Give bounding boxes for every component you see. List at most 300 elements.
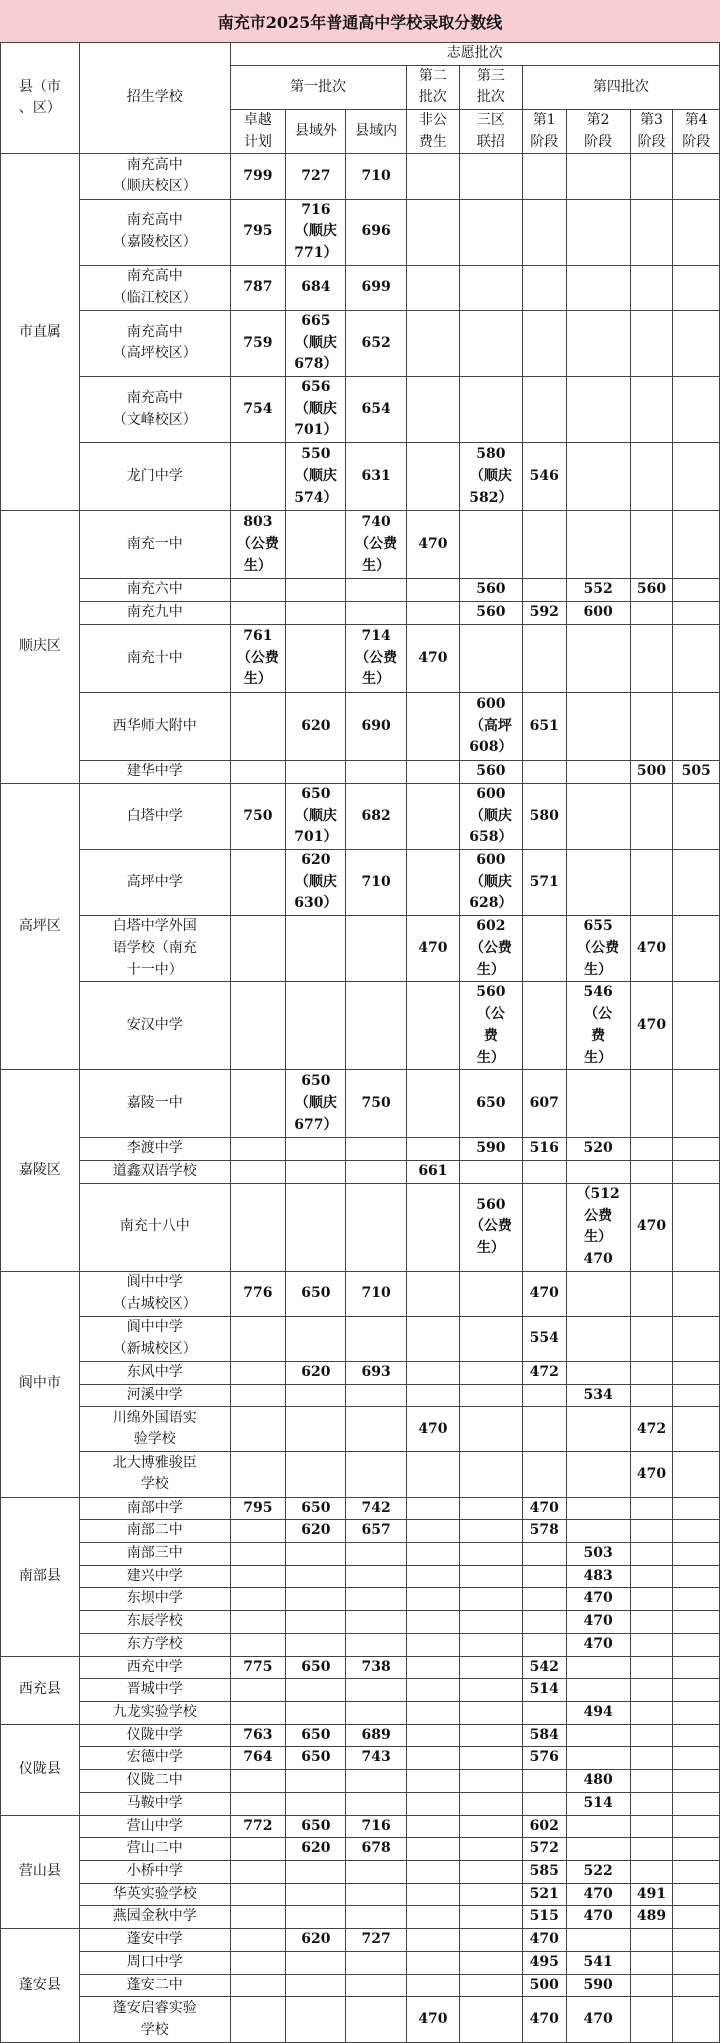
score-cell-stage1	[522, 1183, 566, 1271]
score-cell-non-public	[406, 761, 459, 784]
score-cell-inside-county	[346, 1407, 406, 1452]
score-cell-stage1: 602	[522, 1815, 566, 1838]
score-cell-stage1: 470	[522, 1271, 566, 1316]
score-cell-inside-county	[346, 1384, 406, 1407]
score-cell-stage4	[673, 1702, 720, 1725]
score-cell-excellence	[230, 1316, 286, 1361]
table-row	[1, 1070, 720, 1138]
school-name-cell: 蓬安二中	[79, 1974, 230, 1997]
table-row	[1, 579, 720, 602]
score-cell-outside-county: 727	[286, 154, 346, 199]
table-row	[1, 1611, 720, 1634]
score-cell-stage4	[673, 1861, 720, 1884]
sub-header-stage3: 第3 阶段	[630, 110, 673, 154]
score-cell-outside-county	[286, 1588, 346, 1611]
score-cell-excellence	[230, 1974, 286, 1997]
score-cell-inside-county	[346, 1542, 406, 1565]
score-cell-excellence: 795	[230, 1497, 286, 1520]
score-cell-stage3: 472	[630, 1407, 673, 1452]
table-row	[1, 1384, 720, 1407]
score-cell-non-public	[406, 1384, 459, 1407]
score-cell-stage1	[522, 982, 566, 1070]
table-row	[1, 1906, 720, 1929]
score-cell-stage4	[673, 1724, 720, 1747]
score-cell-stage3	[630, 1161, 673, 1184]
table-row	[1, 1997, 720, 2043]
admission-score-table	[0, 42, 720, 2043]
score-cell-inside-county	[346, 982, 406, 1070]
score-cell-non-public	[406, 982, 459, 1070]
score-cell-stage3: 470	[630, 982, 673, 1070]
score-cell-stage2	[566, 1656, 630, 1679]
score-cell-outside-county	[286, 1183, 346, 1271]
score-cell-joint	[460, 1161, 523, 1184]
score-cell-joint	[460, 154, 523, 199]
score-cell-non-public	[406, 1770, 459, 1793]
score-cell-inside-county	[346, 1951, 406, 1974]
score-cell-joint	[460, 1611, 523, 1634]
score-cell-outside-county	[286, 624, 346, 692]
score-cell-stage3	[630, 1951, 673, 1974]
score-cell-stage1	[522, 376, 566, 442]
score-cell-excellence: 772	[230, 1815, 286, 1838]
score-cell-inside-county	[346, 579, 406, 602]
score-cell-stage1: 521	[522, 1883, 566, 1906]
score-cell-stage2	[566, 1929, 630, 1952]
table-row	[1, 1792, 720, 1815]
score-cell-non-public	[406, 1883, 459, 1906]
page-title: 南充市2025年普通高中学校录取分数线	[0, 0, 720, 43]
score-cell-non-public: 470	[406, 511, 459, 579]
score-cell-joint	[460, 1997, 523, 2043]
score-cell-joint	[460, 1679, 523, 1702]
score-cell-excellence: 775	[230, 1656, 286, 1679]
table-row	[1, 916, 720, 982]
table-row	[1, 265, 720, 310]
score-cell-stage1: 514	[522, 1679, 566, 1702]
score-cell-outside-county	[286, 1702, 346, 1725]
score-cell-stage3: 470	[630, 916, 673, 982]
score-cell-excellence	[230, 692, 286, 760]
score-cell-stage1: 516	[522, 1138, 566, 1161]
score-cell-stage1	[522, 916, 566, 982]
score-cell-stage3	[630, 624, 673, 692]
score-cell-stage4	[673, 511, 720, 579]
score-cell-stage3	[630, 1724, 673, 1747]
score-cell-joint	[460, 1361, 523, 1384]
score-cell-non-public	[406, 1497, 459, 1520]
score-cell-stage4	[673, 1407, 720, 1452]
score-cell-stage2: 470	[566, 1611, 630, 1634]
score-cell-joint: 560	[460, 761, 523, 784]
score-cell-stage1: 651	[522, 692, 566, 760]
sub-header-inside-county: 县域内	[346, 110, 406, 154]
school-name-cell: 建兴中学	[79, 1565, 230, 1588]
score-cell-non-public	[406, 692, 459, 760]
score-cell-outside-county	[286, 1565, 346, 1588]
score-cell-stage4	[673, 1997, 720, 2043]
county-cell: 西充县	[1, 1656, 80, 1724]
score-cell-inside-county: 750	[346, 1070, 406, 1138]
score-cell-outside-county	[286, 1770, 346, 1793]
school-name-cell: 营山二中	[79, 1838, 230, 1861]
score-cell-outside-county: 650 （顺庆 701）	[286, 783, 346, 849]
score-cell-excellence	[230, 1588, 286, 1611]
score-cell-stage2	[566, 1407, 630, 1452]
score-cell-stage3	[630, 692, 673, 760]
school-name-cell: 燕园金秋中学	[79, 1906, 230, 1929]
table-row	[1, 1702, 720, 1725]
score-cell-inside-county	[346, 1861, 406, 1884]
score-cell-inside-county: 657	[346, 1520, 406, 1543]
score-cell-inside-county	[346, 1883, 406, 1906]
score-cell-non-public: 661	[406, 1161, 459, 1184]
score-cell-stage1	[522, 1770, 566, 1793]
score-cell-outside-county: 650	[286, 1747, 346, 1770]
score-cell-excellence	[230, 1702, 286, 1725]
score-cell-stage1	[522, 1407, 566, 1452]
score-cell-stage3	[630, 1611, 673, 1634]
score-cell-excellence	[230, 1407, 286, 1452]
score-cell-stage1	[522, 199, 566, 265]
score-cell-inside-county: 742	[346, 1497, 406, 1520]
school-name-cell: 东辰学校	[79, 1611, 230, 1634]
score-cell-inside-county	[346, 1792, 406, 1815]
score-cell-joint	[460, 1951, 523, 1974]
score-cell-stage3	[630, 1520, 673, 1543]
table-row	[1, 1861, 720, 1884]
score-cell-joint: 600 （高坪 608）	[460, 692, 523, 760]
score-cell-stage2: 514	[566, 1792, 630, 1815]
score-cell-inside-county	[346, 1183, 406, 1271]
score-cell-outside-county	[286, 1883, 346, 1906]
score-cell-excellence	[230, 1542, 286, 1565]
score-cell-excellence	[230, 1861, 286, 1884]
score-cell-stage1	[522, 511, 566, 579]
school-name-cell: 东风中学	[79, 1361, 230, 1384]
score-cell-non-public	[406, 1951, 459, 1974]
school-name-cell: 北大博雅骏臣 学校	[79, 1452, 230, 1497]
score-cell-inside-county: 689	[346, 1724, 406, 1747]
score-cell-outside-county	[286, 1906, 346, 1929]
score-cell-stage1: 495	[522, 1951, 566, 1974]
score-cell-inside-county	[346, 1702, 406, 1725]
school-name-cell: 南充六中	[79, 579, 230, 602]
score-cell-non-public	[406, 1070, 459, 1138]
table-row	[1, 1407, 720, 1452]
score-cell-non-public	[406, 1724, 459, 1747]
score-cell-non-public	[406, 1271, 459, 1316]
score-cell-stage4	[673, 1138, 720, 1161]
score-cell-non-public	[406, 850, 459, 916]
score-cell-stage1	[522, 265, 566, 310]
score-cell-stage2	[566, 1747, 630, 1770]
score-cell-excellence	[230, 1611, 286, 1634]
score-cell-stage4	[673, 1679, 720, 1702]
score-cell-excellence	[230, 1951, 286, 1974]
score-cell-excellence	[230, 1929, 286, 1952]
score-cell-excellence	[230, 1520, 286, 1543]
score-cell-joint	[460, 1906, 523, 1929]
score-cell-inside-county: 716	[346, 1815, 406, 1838]
score-cell-inside-county: 678	[346, 1838, 406, 1861]
score-cell-stage1	[522, 761, 566, 784]
school-name-cell: 马鞍中学	[79, 1792, 230, 1815]
table-row	[1, 1588, 720, 1611]
score-cell-stage2: 480	[566, 1770, 630, 1793]
score-cell-joint	[460, 1565, 523, 1588]
score-cell-stage1: 572	[522, 1838, 566, 1861]
table-row	[1, 1656, 720, 1679]
score-cell-stage1: 470	[522, 1997, 566, 2043]
county-cell: 阆中市	[1, 1271, 80, 1497]
score-cell-inside-county	[346, 916, 406, 982]
score-cell-non-public	[406, 1611, 459, 1634]
school-name-cell: 南部二中	[79, 1520, 230, 1543]
score-cell-inside-county	[346, 761, 406, 784]
score-cell-non-public	[406, 1138, 459, 1161]
score-cell-stage4	[673, 1271, 720, 1316]
score-cell-excellence	[230, 1792, 286, 1815]
score-cell-stage3	[630, 1271, 673, 1316]
score-cell-stage2	[566, 1316, 630, 1361]
score-cell-joint	[460, 1838, 523, 1861]
score-cell-joint	[460, 1384, 523, 1407]
score-cell-stage2	[566, 1361, 630, 1384]
score-cell-excellence	[230, 1565, 286, 1588]
score-cell-joint	[460, 1861, 523, 1884]
score-cell-stage4	[673, 1070, 720, 1138]
score-cell-outside-county	[286, 1316, 346, 1361]
score-cell-stage4	[673, 1906, 720, 1929]
score-cell-excellence	[230, 443, 286, 511]
table-row	[1, 982, 720, 1070]
school-name-cell: 南充高中 （顺庆校区）	[79, 154, 230, 199]
score-cell-stage2	[566, 1724, 630, 1747]
score-cell-non-public	[406, 783, 459, 849]
score-cell-stage3	[630, 1997, 673, 2043]
score-cell-stage3	[630, 154, 673, 199]
score-cell-stage1: 554	[522, 1316, 566, 1361]
school-name-cell: 河溪中学	[79, 1384, 230, 1407]
score-cell-joint	[460, 624, 523, 692]
school-name-cell: 道鑫双语学校	[79, 1161, 230, 1184]
score-cell-stage2: 600	[566, 602, 630, 625]
school-name-cell: 安汉中学	[79, 982, 230, 1070]
score-cell-stage4	[673, 1656, 720, 1679]
score-cell-stage4	[673, 1588, 720, 1611]
score-cell-stage1: 472	[522, 1361, 566, 1384]
sub-header-stage2: 第2 阶段	[566, 110, 630, 154]
score-cell-joint	[460, 265, 523, 310]
school-name-cell: 西充中学	[79, 1656, 230, 1679]
batch2-header: 第二 批次	[406, 65, 459, 109]
score-cell-stage1	[522, 1792, 566, 1815]
score-cell-stage4	[673, 443, 720, 511]
score-cell-stage4	[673, 1792, 720, 1815]
score-cell-outside-county	[286, 1951, 346, 1974]
score-cell-non-public	[406, 1633, 459, 1656]
table-row	[1, 1747, 720, 1770]
score-cell-outside-county	[286, 761, 346, 784]
score-cell-stage4	[673, 1565, 720, 1588]
score-cell-stage1	[522, 1161, 566, 1184]
score-cell-excellence: 754	[230, 376, 286, 442]
score-cell-non-public	[406, 1520, 459, 1543]
table-row	[1, 1565, 720, 1588]
score-cell-stage2	[566, 1497, 630, 1520]
score-cell-excellence: 803 （公费 生）	[230, 511, 286, 579]
sub-header-excellence: 卓越 计划	[230, 110, 286, 154]
score-cell-non-public	[406, 1361, 459, 1384]
score-cell-stage3	[630, 1138, 673, 1161]
score-cell-outside-county	[286, 1138, 346, 1161]
table-header	[1, 43, 720, 154]
school-name-cell: 华英实验学校	[79, 1883, 230, 1906]
table-row	[1, 1452, 720, 1497]
table-row	[1, 443, 720, 511]
score-cell-stage2: 655 （公费 生）	[566, 916, 630, 982]
score-cell-excellence: 795	[230, 199, 286, 265]
score-cell-stage2: 590	[566, 1974, 630, 1997]
score-cell-stage1: 578	[522, 1520, 566, 1543]
score-cell-stage1: 470	[522, 1929, 566, 1952]
score-cell-stage3	[630, 1361, 673, 1384]
score-cell-excellence	[230, 1997, 286, 2043]
score-cell-stage3	[630, 1861, 673, 1884]
score-cell-stage2	[566, 1679, 630, 1702]
score-cell-non-public	[406, 1747, 459, 1770]
score-cell-stage2	[566, 265, 630, 310]
table-row	[1, 1633, 720, 1656]
score-cell-stage1	[522, 1565, 566, 1588]
table-row	[1, 1138, 720, 1161]
table-row	[1, 602, 720, 625]
score-cell-stage3	[630, 850, 673, 916]
score-cell-non-public	[406, 443, 459, 511]
score-cell-joint	[460, 1724, 523, 1747]
score-cell-stage3: 560	[630, 579, 673, 602]
table-row	[1, 1271, 720, 1316]
school-name-cell: 仪陇中学	[79, 1724, 230, 1747]
score-cell-stage1: 592	[522, 602, 566, 625]
score-cell-outside-county	[286, 1384, 346, 1407]
school-name-cell: 阆中中学 （新城校区）	[79, 1316, 230, 1361]
score-cell-stage2: 470	[566, 1633, 630, 1656]
score-cell-inside-county: 690	[346, 692, 406, 760]
score-cell-non-public	[406, 1906, 459, 1929]
score-cell-non-public	[406, 310, 459, 376]
score-cell-inside-county: 727	[346, 1929, 406, 1952]
score-cell-inside-county	[346, 1611, 406, 1634]
score-cell-outside-county	[286, 602, 346, 625]
score-cell-inside-county	[346, 1452, 406, 1497]
score-cell-joint	[460, 1520, 523, 1543]
score-cell-joint: 560 （公费 生）	[460, 1183, 523, 1271]
score-cell-stage4	[673, 1542, 720, 1565]
score-cell-joint: 602 （公费 生）	[460, 916, 523, 982]
score-cell-stage1: 580	[522, 783, 566, 849]
score-cell-excellence: 799	[230, 154, 286, 199]
score-cell-joint: 560	[460, 602, 523, 625]
score-cell-stage1	[522, 624, 566, 692]
score-cell-excellence	[230, 1070, 286, 1138]
score-cell-stage3	[630, 1316, 673, 1361]
school-name-cell: 周口中学	[79, 1951, 230, 1974]
table-row	[1, 511, 720, 579]
score-cell-outside-county	[286, 511, 346, 579]
score-cell-stage4	[673, 1611, 720, 1634]
score-cell-stage2	[566, 783, 630, 849]
score-cell-joint	[460, 1407, 523, 1452]
score-cell-stage4	[673, 1183, 720, 1271]
score-cell-outside-county: 650 （顺庆 677）	[286, 1070, 346, 1138]
school-name-cell: 高坪中学	[79, 850, 230, 916]
score-cell-stage4	[673, 1384, 720, 1407]
score-cell-non-public	[406, 265, 459, 310]
score-cell-stage3	[630, 265, 673, 310]
score-cell-excellence	[230, 1138, 286, 1161]
score-cell-stage4	[673, 1951, 720, 1974]
score-cell-excellence: 764	[230, 1747, 286, 1770]
score-cell-outside-county	[286, 579, 346, 602]
score-cell-stage1	[522, 1542, 566, 1565]
score-cell-inside-county	[346, 602, 406, 625]
score-cell-joint	[460, 1271, 523, 1316]
table-row	[1, 1497, 720, 1520]
score-cell-stage2	[566, 1838, 630, 1861]
score-cell-inside-county	[346, 1974, 406, 1997]
score-cell-outside-county: 620 （顺庆 630）	[286, 850, 346, 916]
score-cell-inside-county: 710	[346, 850, 406, 916]
score-cell-outside-county: 620	[286, 1838, 346, 1861]
table-row	[1, 1951, 720, 1974]
score-cell-stage3	[630, 199, 673, 265]
score-cell-non-public	[406, 1588, 459, 1611]
score-cell-excellence	[230, 1906, 286, 1929]
score-cell-stage3	[630, 1679, 673, 1702]
score-cell-stage1: 470	[522, 1497, 566, 1520]
school-name-cell: 南部中学	[79, 1497, 230, 1520]
score-cell-stage2	[566, 154, 630, 199]
score-cell-inside-county: 693	[346, 1361, 406, 1384]
score-cell-excellence	[230, 579, 286, 602]
table-row	[1, 1361, 720, 1384]
score-cell-stage2: 522	[566, 1861, 630, 1884]
county-cell: 蓬安县	[1, 1929, 80, 2043]
score-cell-joint	[460, 1452, 523, 1497]
county-cell: 市直属	[1, 154, 80, 511]
school-name-cell: 西华师大附中	[79, 692, 230, 760]
score-cell-stage1	[522, 154, 566, 199]
score-cell-excellence	[230, 1883, 286, 1906]
score-cell-outside-county: 650	[286, 1815, 346, 1838]
score-cell-stage2: 470	[566, 1588, 630, 1611]
score-cell-non-public	[406, 1183, 459, 1271]
score-cell-stage1: 585	[522, 1861, 566, 1884]
score-cell-joint	[460, 1792, 523, 1815]
score-cell-outside-county: 650	[286, 1724, 346, 1747]
table-row	[1, 1883, 720, 1906]
score-cell-stage2	[566, 1815, 630, 1838]
score-cell-stage4: 505	[673, 761, 720, 784]
table-row	[1, 1542, 720, 1565]
score-cell-inside-county	[346, 1679, 406, 1702]
school-name-cell: 南充高中 （嘉陵校区）	[79, 199, 230, 265]
score-cell-joint	[460, 1497, 523, 1520]
score-cell-stage1	[522, 1588, 566, 1611]
table-row	[1, 376, 720, 442]
